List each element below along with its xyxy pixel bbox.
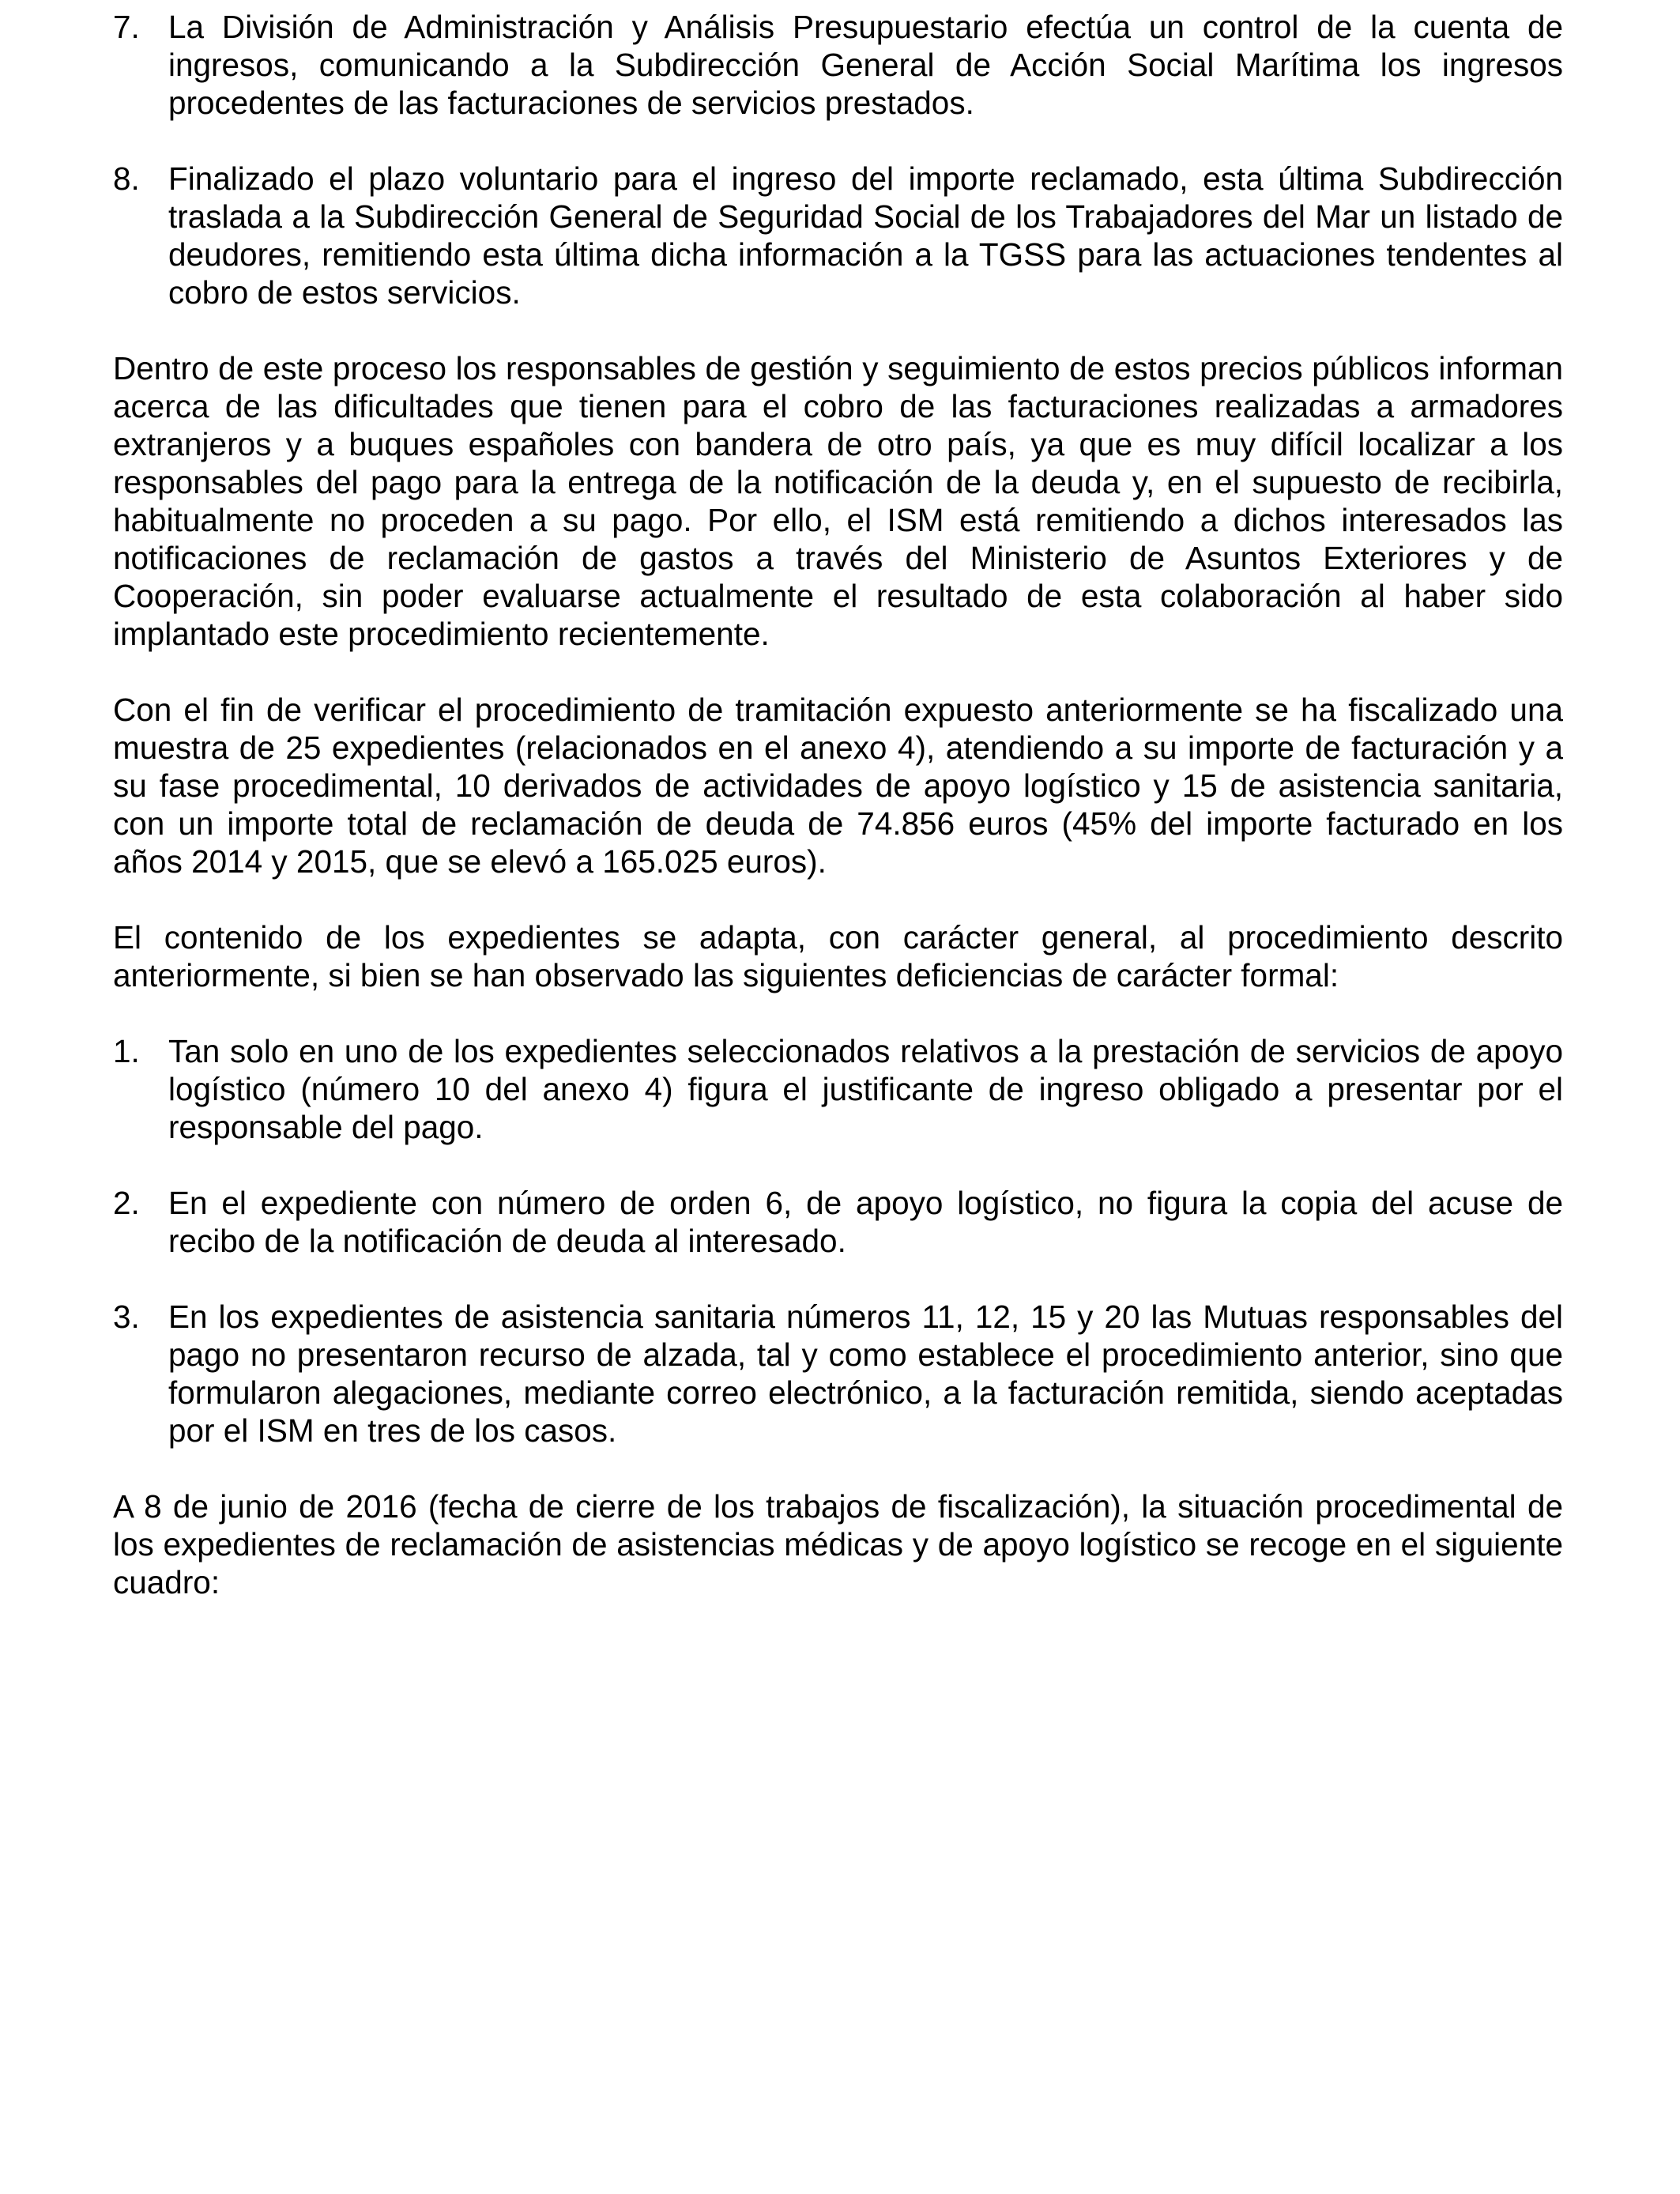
paragraph-closing: A 8 de junio de 2016 (fecha de cierre de los trabajos de fiscalización), la situación procedimental de los expedientes de reclamación de asistencias médicas y de apoyo logístico se recoge en el siguiente cuadro: bbox=[113, 1488, 1563, 1600]
list-text: En los expedientes de asistencia sanitaria números 11, 12, 15 y 20 las Mutuas responsables del pago no presentaron recurso de alzada, tal y como establece el procedimiento anterior, sino que formularon alegaciones, mediante correo electrónico, a la facturación remitida, siendo aceptadas por el ISM en tres de los casos. bbox=[168, 1299, 1563, 1449]
list-number: 3. bbox=[113, 1299, 140, 1335]
deficiency-item-1 bbox=[113, 1032, 1563, 1146]
deficiency-item-2 bbox=[113, 1184, 1563, 1260]
list-number: 8. bbox=[113, 160, 140, 197]
list-number: 1. bbox=[113, 1033, 140, 1069]
document-body bbox=[113, 8, 1563, 1639]
list-item-7 bbox=[113, 8, 1563, 122]
list-item-8 bbox=[113, 160, 1563, 311]
paragraph-collection-difficulties: Dentro de este proceso los responsables de gestión y seguimiento de estos precios públicos informan acerca de las dificultades que tienen para el cobro de las facturaciones realizadas a armadores extranjeros y a buques españoles con bandera de otro país, ya que es muy difícil localizar a los responsables del pago para la entrega de la notificación de la deuda y, en el supuesto de recibirla, habitualmente no proceden a su pago. Por ello, el ISM está remitiendo a dichos interesados las notificaciones de reclamación de gastos a través del Ministerio de Asuntos Exteriores y de Cooperación, sin poder evaluarse actualmente el resultado de esta colaboración al haber sido implantado este procedimiento recientemente. bbox=[113, 350, 1563, 652]
list-text: La División de Administración y Análisis Presupuestario efectúa un control de la cuenta de ingresos, comunicando a la Subdirección General de Acción Social Marítima los ingresos procedentes de las facturaciones de servicios prestados. bbox=[168, 9, 1563, 121]
list-text: En el expediente con número de orden 6, de apoyo logístico, no figura la copia del acuse de recibo de la notificación de deuda al interesado. bbox=[168, 1185, 1563, 1259]
deficiency-item-3 bbox=[113, 1298, 1563, 1449]
paragraph-sample-verification: Con el fin de verificar el procedimiento de tramitación expuesto anteriormente se ha fiscalizado una muestra de 25 expedientes (relacionados en el anexo 4), atendiendo a su importe de facturación y a su fase procedimental, 10 derivados de actividades de apoyo logístico y 15 de asistencia sanitaria, con un importe total de reclamación de deuda de 74.856 euros (45% del importe facturado en los años 2014 y 2015, que se elevó a 165.025 euros). bbox=[113, 692, 1563, 880]
list-number: 7. bbox=[113, 9, 140, 45]
paragraph-deficiencies-intro: El contenido de los expedientes se adapta, con carácter general, al procedimiento descrito anteriormente, si bien se han observado las siguientes deficiencias de carácter formal: bbox=[113, 919, 1563, 993]
list-text: Tan solo en uno de los expedientes seleccionados relativos a la prestación de servicios de apoyo logístico (número 10 del anexo 4) figura el justificante de ingreso obligado a presentar por el responsable del pago. bbox=[168, 1033, 1563, 1145]
list-text: Finalizado el plazo voluntario para el ingreso del importe reclamado, esta última Subdirección traslada a la Subdirección General de Seguridad Social de los Trabajadores del Mar un listado de deudores, remitiendo esta última dicha información a la TGSS para las actuaciones tendentes al cobro de estos servicios. bbox=[168, 160, 1563, 311]
list-number: 2. bbox=[113, 1185, 140, 1221]
